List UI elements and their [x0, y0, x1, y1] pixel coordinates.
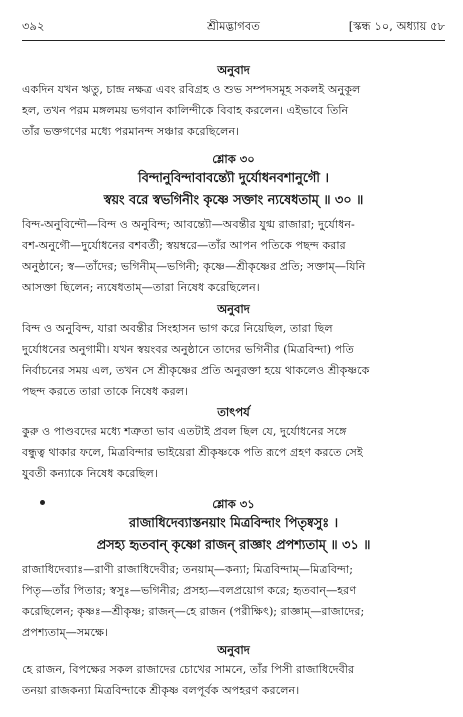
text-line: রাজাধিদেব্যাঃ—রাণী রাজাধিদেবীর; তনয়াম্—কন্যা; মিত্রবিন্দাম্—মিত্রবিন্দা; [22, 563, 354, 576]
verse-section [22, 495, 445, 557]
synonyms-paragraph [22, 214, 445, 298]
text-line: পিতৃ—তাঁর পিতার; স্বসুঃ—ভগিনীর; প্রসহ্য—বলপ্রয়োগ করে; হৃতবান্—হরণ [22, 584, 357, 597]
text-line: আসক্তা ছিলেন; ন্যষেধতাম্—তারা নিষেধ করেছিলেন। [22, 281, 260, 294]
text-line: হে রাজন, বিপক্ষের সকল রাজাদের চোখের সামনে, তাঁর পিসী রাজাধিদেবীর [22, 663, 355, 676]
verse-line: প্রসহ্য হৃতবান্ কৃষ্ণো রাজন্ রাজ্ঞাং প্রপশ্যতাম্ ॥ ৩১ ॥ [96, 538, 371, 553]
text-line: তাঁর ভক্তগণের মধ্যে পরমানন্দ সঞ্চার করেছিলেন। [22, 125, 240, 138]
translation-paragraph [22, 79, 445, 142]
text-line: একদিন যখন ঋতু, চান্দ্র নক্ষত্র এবং রবিগ্রহ ও শুভ সম্পদসমূহ সকলই অনুকূল [22, 83, 361, 96]
text-line: বিন্দ-অনুবিন্দৌ—বিন্দ ও অনুবিন্দ; আবন্ত্যৌ—অবন্তীর যুগ্ম রাজারা; দুর্যোধন- [22, 218, 355, 231]
verse-text [22, 168, 445, 212]
translation-paragraph [22, 318, 445, 402]
text-line: নির্বাচনের সময় এল, তখন সে শ্রীকৃষ্ণের প্রতি অনুরক্তা হয়ে থাকলেও শ্রীকৃষ্ণকে [22, 364, 370, 377]
book-title: শ্রীমদ্ভাগবত [207, 19, 260, 33]
synonyms-paragraph [22, 559, 445, 643]
running-header [22, 14, 445, 41]
synonyms-section [22, 214, 445, 298]
purport-paragraph [22, 421, 445, 484]
verse-heading: শ্লোক ৩০ [212, 152, 255, 166]
translation-section [22, 641, 445, 701]
text-line: তনয়া রাজকন্যা মিত্রবিন্দাকে শ্রীকৃষ্ণ বলপূর্বক অপহরণ করলেন। [22, 684, 300, 697]
text-line: কুরু ও পাণ্ডবদের মধ্যে শত্রুতা ভাব এতটাই প্রবল ছিল যে, দুর্যোধনের সঙ্গে [22, 425, 347, 438]
text-line: প্রপশ্যতাম্—সমক্ষে। [22, 626, 109, 639]
section-heading: অনুবাদ [217, 643, 250, 657]
text-line: দুর্যোধনের অনুগামী। যখন স্বয়ংবর অনুষ্ঠানে তাদের ভগিনীর (মিত্রবিন্দা) পতি [22, 343, 354, 356]
verse-section [22, 150, 445, 212]
text-line: যুবতী কন্যাকে নিষেধ করেছিল। [22, 467, 158, 480]
section-heading: অনুবাদ [217, 302, 250, 316]
translation-section [22, 300, 445, 402]
verse-line: রাজাধিদেব্যাস্তনয়াং মিত্রবিন্দাং পিতৃষ্বসুঃ । [128, 516, 339, 531]
verse-line: স্বয়ং বরে স্বভগিনীং কৃষ্ণে সক্তাং ন্যষেধতাম্ ॥ ৩০ ॥ [103, 193, 364, 208]
translation-paragraph [22, 659, 445, 701]
verse-text [22, 513, 445, 557]
verse-line: বিন্দানুবিন্দাবাবন্ত্যৌ দুর্যোধনবশানুগৌ । [138, 171, 329, 186]
text-line: করেছিলেন; কৃষ্ণঃ—শ্রীকৃষ্ণ; রাজন্—হে রাজন (পরীক্ষিৎ); রাজ্ঞাম্—রাজাদের; [22, 605, 365, 618]
translation-section [22, 61, 445, 142]
text-line: পছন্দ করতে তারা তাকে নিষেধ করল। [22, 385, 189, 398]
text-line: বিন্দ ও অনুবিন্দ, যারা অবন্তীর সিংহাসন ভাগ করে নিয়েছিল, তারা ছিল [22, 322, 333, 335]
section-heading: অনুবাদ [217, 63, 250, 77]
verse-heading: শ্লোক ৩১ [212, 497, 255, 511]
section-heading: তাৎপর্য [217, 405, 250, 419]
purport-section [22, 403, 445, 484]
text-line: অনুষ্ঠানে; স্ব—তাঁদের; ভগিনীম্—ভগিনী; কৃষ্ণে—শ্রীকৃষ্ণের প্রতি; সক্তাম্—যিনি [22, 260, 366, 273]
page-number: ৩৯২ [22, 19, 45, 33]
canto-chapter-reference: [স্কন্ধ ১০, অধ্যায় ৫৮ [348, 19, 445, 33]
synonyms-section [22, 559, 445, 643]
text-line: বশ-অনুগৌ—দুর্যোধনের বশবর্তী; স্বয়ম্বরে—তাঁর আপন পতিকে পছন্দ করার [22, 239, 346, 252]
text-line: হল, তখন পরম মঙ্গলময় ভগবান কালিন্দীকে বিবাহ করলেন। এইভাবে তিনি [22, 104, 349, 117]
text-line: বন্ধুত্ব থাকার ফলে, মিত্রবিন্দার ভাইয়েরা শ্রীকৃষ্ণকে পতি রূপে গ্রহণ করতে সেই [22, 446, 363, 459]
